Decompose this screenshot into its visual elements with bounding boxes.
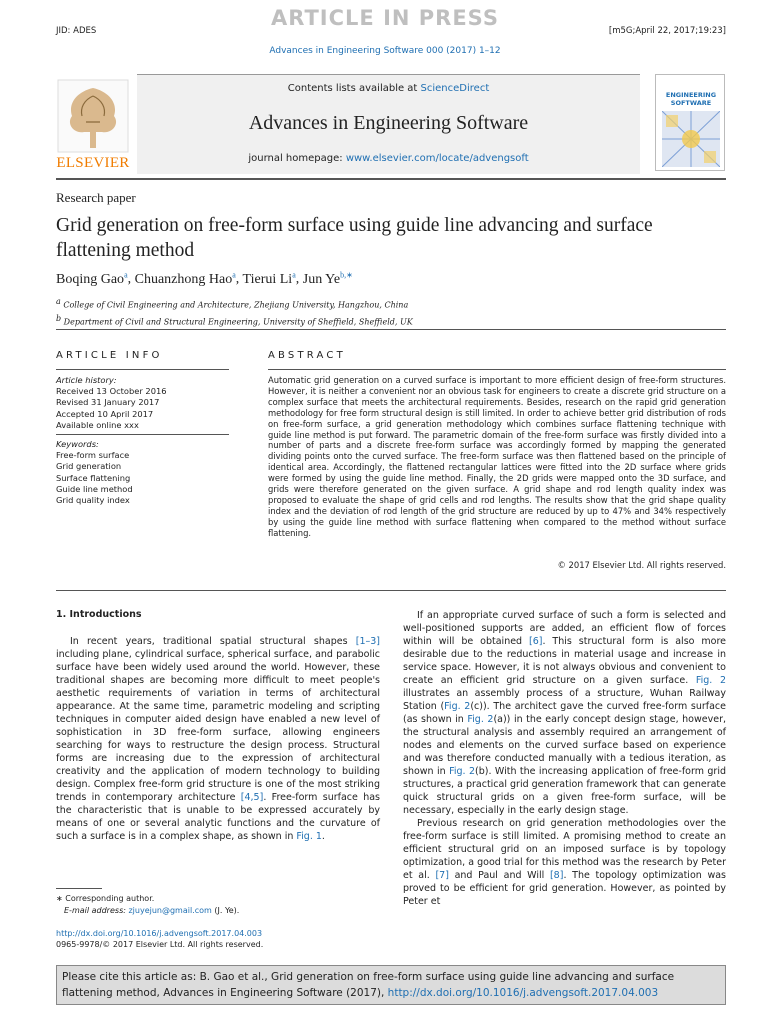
body-rule [56, 590, 726, 591]
abstract-heading: ABSTRACT [268, 350, 346, 361]
elsevier-tree-icon [56, 78, 130, 154]
paragraph: In recent years, traditional spatial structural shapes [1–3] including plane, cylindrical surface, spherical surface, and parabolic surface have been widely used around the world. However, these traditional shapes are becoming more difficult to meet people's aesthetic requirements of variation in terms of architectural appearance. At the same time, parametric modeling and scripting techniques in computer aided design have enabled a new level of sophistication in 3D free-form surface, allowing engineers searching for ways to restructure the design process. Structural forms are increasing due to the expression of architectural creativity and the application of modern technology to building design. Complex free-form grid structure is one of the most striking trends in contemporary architecture [4,5]. Free-form surface has the characteristic that is unable to be expressed accurately by means of one or several analytic functions and the curvature of such a surface is in a complex shape, as shown in Fig. 1. [56, 636, 381, 842]
journal-title: Advances in Engineering Software [248, 112, 529, 134]
journal-masthead [137, 74, 640, 174]
article-history [56, 375, 167, 431]
cover-pattern-icon [662, 111, 720, 167]
ref-link[interactable]: [1–3] [355, 636, 380, 647]
ref-link[interactable]: [8] [549, 870, 564, 881]
citation-doi-link[interactable]: http://dx.doi.org/10.1016/j.advengsoft.2017.04.003 [387, 987, 659, 999]
history-revised: Revised 31 January 2017 [56, 397, 160, 408]
journal-reference[interactable]: Advances in Engineering Software 000 (2017) 1–12 [269, 46, 501, 56]
header-rule [56, 178, 726, 180]
journal-cover-thumbnail [655, 74, 725, 171]
cover-title-line1: ENGINEERING [665, 91, 717, 99]
author-list: Boqing Gao$^a$, Chuanzhong Hao$^a$, Tierui Li$^a$, Jun $Ye^{b,∗}$ [56, 270, 353, 287]
history-accepted: Accepted 10 April 2017 [56, 408, 154, 419]
author-1[interactable]: Boqing Gao$^a$ [56, 270, 128, 287]
citation-text: Please cite this article as: B. Gao et al., Grid generation on free-form surface using guide line advancing and surface flattening method, Advances in Engineering Software (2017), [62, 971, 675, 999]
figure-link[interactable]: Fig. 2 [449, 766, 476, 777]
ref-link[interactable]: [6] [529, 636, 543, 647]
history-online: Available online xxx [56, 419, 139, 430]
section-heading: 1. Introductions [56, 609, 142, 620]
doi-block [56, 928, 263, 950]
citation-box [56, 965, 726, 1005]
abstract-rule [268, 369, 726, 370]
keywords-heading: Keywords: [56, 439, 99, 449]
keyword-item: Free-form surface [56, 450, 130, 461]
cover-title-line2: SOFTWARE [670, 99, 712, 107]
homepage-prefix: journal homepage: [248, 153, 346, 164]
paragraph: If an appropriate curved surface of such a form is selected and well-positioned supports are added, an efficient flow of forces within will be obtained [6]. This structural form is also more desirable due to the reductions in material usage and increase in service space. However, it is not always obvious and convenient to create an efficient grid structure on a given surface. Fig. 2 illustrates an assembly process of a structure, Wuhan Railway Station (Fig. 2(c)). The architect gave the curved free-form surface (as shown in Fig. 2(a)) in the early concept design stage, however, the structural analysis and assembly required an arrangement of nodes and elements on the curved surface based on experience and was therefore conducted manually with a tedious iteration, as shown in Fig. 2(b). With the increasing application of free-form grid structures, a practical grid generation framework that can generate quick structural grids on a given free-form surface, will be necessary, especially in the early design stage. [403, 610, 727, 816]
figure-link[interactable]: Fig. 2 [695, 675, 727, 686]
history-heading: Article history: [56, 375, 117, 385]
keyword-item: Grid generation [56, 461, 122, 472]
affiliations [56, 295, 413, 328]
sciencedirect-link[interactable]: ScienceDirect [420, 83, 490, 94]
paper-title: Grid generation on free-form surface using guide line advancing and surface flattening method [56, 215, 653, 261]
journal-homepage-link[interactable]: www.elsevier.com/locate/advengsoft [345, 153, 529, 164]
issn-line: 0965-9978/© 2017 Elsevier Ltd. All rights reserved. [56, 940, 264, 949]
affiliation-a: $^a$ College of Civil Engineering and Architecture, Zhejiang University, Hangzhou, China [56, 297, 409, 310]
abstract-copyright: © 2017 Elsevier Ltd. All rights reserved. [557, 560, 726, 570]
email-link[interactable]: zjuyejun@gmail.com [128, 906, 212, 915]
paragraph: Previous research on grid generation methodologies over the free-form surface is still limited. A promising method to create an efficient structural grid on an imposed surface is by topology optimization, a good trial for this method was the research by Peter et al. [7] and Paul and Will [8]. The topology optimization was proved to be efficient for grid generation. However, as pointed by Peter et [403, 818, 727, 907]
publisher-name: ELSEVIER [56, 155, 130, 171]
homepage-line [137, 153, 640, 164]
keywords [56, 439, 133, 506]
doi-link[interactable]: http://dx.doi.org/10.1016/j.advengsoft.2017.04.003 [56, 929, 263, 938]
contents-line [137, 83, 640, 94]
author-2[interactable]: Chuanzhong Hao$^a$ [134, 270, 236, 287]
article-in-press-banner: ARTICLE IN PRESS [271, 6, 499, 30]
ref-link[interactable]: [7] [435, 870, 449, 881]
author-4[interactable]: Jun $Ye^{b,∗}$ [302, 270, 353, 287]
body-column-left [56, 635, 380, 843]
footnote-rule [56, 888, 102, 889]
author-3[interactable]: Tierui Li$^a$ [242, 270, 296, 287]
corresponding-author-note: ∗ Corresponding author. [56, 894, 155, 903]
body-column-right [403, 609, 726, 908]
cover-art [662, 111, 720, 167]
figure-link[interactable]: Fig. 2 [467, 714, 494, 725]
article-info-heading: ARTICLE INFO [56, 350, 163, 361]
paper-type: Research paper [56, 190, 136, 205]
manuscript-stamp: [m5G;April 22, 2017;19:23] [608, 26, 726, 36]
keywords-rule [56, 434, 229, 435]
article-info-rule [56, 369, 229, 370]
journal-id: JID: ADES [56, 26, 97, 36]
section-rule [56, 329, 726, 330]
keyword-item: Grid quality index [56, 495, 130, 506]
abstract-text: Automatic grid generation on a curved surface is important to more efficient design of free-form structures. However, it is neither a convenient nor an obvious task for engineers to create a discrete grid structure on a complex surface that meets the architectural requirements. Besides, research on the rapid grid generation methodology for free form structural design is still limited. In order to achieve better grid distribution of rods on free-form surface, a grid generation methodology which combines surface flattening technique with guide line method is put forward. The parametric domain of the free-form surface was firstly divided into a number of parts and a discrete free-form surface was accordingly formed by mapping the generated dividing points onto the curved surface. The free-form surface was then flattened based on the principle of identical area. Accordingly, the flattened rectangular lattices were fitted into the 2D surface where grids were formed by using the guide line method. Finally, the 2D grids were mapped onto the 3D surface, and grids were therefore generated on the given surface. A grid shape and rod length quality index was proposed to evaluate the shape of grid cells and rod lengths. The results show that the grid shape quality index and the deviation of rod length of the grid structure are reduced by up to 47% and 34% respectively by using the guide line method with surface flattening when compared to the method without surface flattening. [268, 375, 726, 538]
footnote [56, 893, 239, 917]
keyword-item: Surface flattening [56, 472, 131, 483]
figure-link[interactable]: Fig. 1 [296, 831, 322, 842]
contents-prefix: Contents lists available at [287, 83, 421, 94]
keyword-item: Guide line method [56, 483, 133, 494]
figure-link[interactable]: Fig. 2 [444, 701, 471, 712]
email-note: E-mail address: zjuyejun@gmail.com (J. Ye). [64, 906, 240, 915]
ref-link[interactable]: [4,5] [240, 792, 264, 803]
elsevier-logo [56, 78, 130, 172]
cover-title [660, 91, 722, 107]
affiliation-b: $^b$ Department of Civil and Structural Engineering, University of Sheffield, Sheffield, UK [56, 313, 413, 327]
history-received: Received 13 October 2016 [56, 386, 167, 397]
